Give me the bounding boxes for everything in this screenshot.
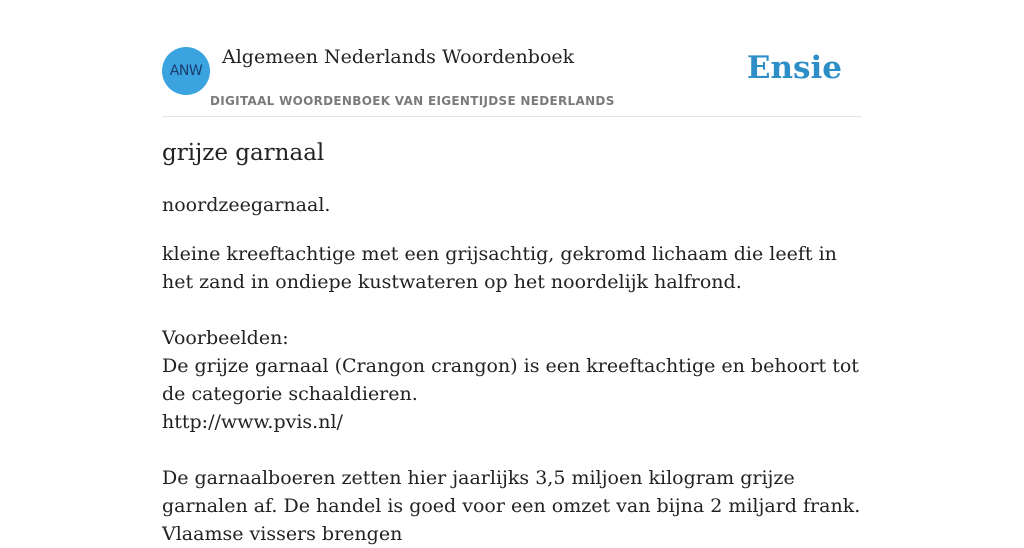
anw-logo[interactable]	[162, 47, 210, 95]
dictionary-title[interactable]: Algemeen Nederlands Woordenboek	[222, 46, 575, 68]
spacer	[162, 436, 862, 464]
header	[162, 0, 862, 117]
entry-definition: kleine kreeftachtige met een grijsachtig, gekromd lichaam die leeft in het zand in ondiepe kustwateren op het noordelijk halfrond.	[162, 243, 837, 293]
example-1-source-link[interactable]: http://www.pvis.nl/	[162, 411, 343, 433]
example-2: De garnaalboeren zetten hier jaarlijks 3,5 miljoen kilogram grijze garnalen af. De handel is goed voor een omzet van bijna 2 miljard frank. Vlaamse vissers brengen	[162, 467, 861, 545]
examples-section	[162, 324, 862, 548]
page	[162, 0, 862, 545]
example-1: De grijze garnaal (Crangon crangon) is een kreeftachtige en behoort tot de categorie schaaldieren.	[162, 355, 859, 405]
entry-term: grijze garnaal	[162, 140, 325, 166]
dictionary-subtitle: DIGITAAL WOORDENBOEK VAN EIGENTIJDSE NEDERLANDS	[210, 94, 615, 108]
entry-synonym: noordzeegarnaal.	[162, 194, 331, 216]
ensie-brand-logo[interactable]: Ensie	[746, 50, 842, 86]
logo-text: ANW	[169, 63, 203, 79]
examples-heading: Voorbeelden:	[162, 327, 289, 349]
